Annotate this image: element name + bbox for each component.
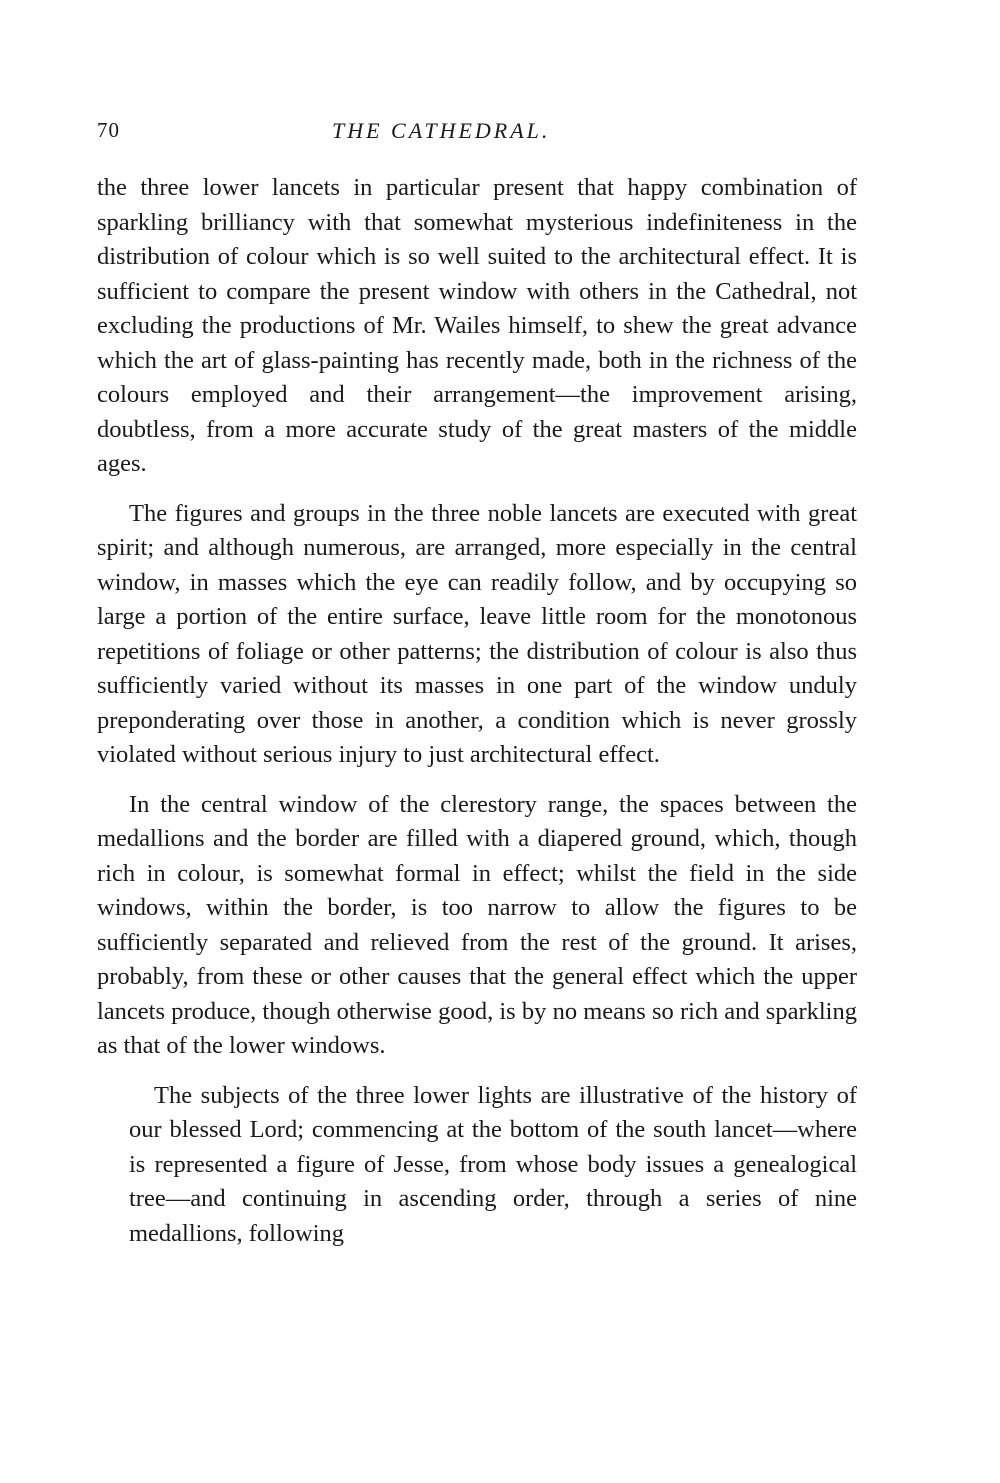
page-header — [97, 118, 857, 148]
page-number: 70 — [97, 118, 120, 142]
running-title: THE CATHEDRAL. — [332, 118, 551, 143]
paragraph-clerestory-window: In the central window of the clerestory range, the spaces between the medallions and the border are filled with a diapered ground, which, though rich in colour, is somewhat formal in effect; whilst the field in the side windows, within the border, is too narrow to allow the figures to be sufficiently separated and relieved from the rest of the ground. It arises, probably, from these or other causes that the general effect which the upper lancets produce, though otherwise good, is by no means so rich and sparkling as that of the lower windows. — [97, 790, 857, 1059]
paragraph-continued: the three lower lancets in particular present that happy combination of sparkling brilliancy with that somewhat mysterious indefiniteness in the distribution of colour which is so well suited to the architectural effect. It is sufficient to compare the present window with others in the Cathedral, not excluding the productions of Mr. Wailes himself, to shew the great advance which the art of glass-painting has recently made, both in the richness of the colours employed and their arrangement—the improvement arising, doubtless, from a more accurate study of the great masters of the middle ages. — [97, 174, 857, 477]
body-text — [97, 171, 857, 1251]
paragraph-figures-and-groups: The figures and groups in the three noble lancets are executed with great spirit; and although numerous, are arranged, more especially in the central window, in masses which the eye can readily follow, and by occupying so large a portion of the entire surface, leave little room for the monotonous repetitions of foliage or other patterns; the distribution of colour is also thus sufficiently varied without its masses in one part of the window unduly preponderating over those in another, a condition which is never grossly violated without serious injury to just architectural effect. — [97, 499, 857, 768]
paragraph-lower-lights-subjects: The subjects of the three lower lights are illustrative of the history of our blessed Lord; commencing at the bottom of the south lancet—where is represented a figure of Jesse, from whose body issues a genealogical tree—and continuing in ascending order, through a series of nine medallions, following — [129, 1081, 857, 1247]
